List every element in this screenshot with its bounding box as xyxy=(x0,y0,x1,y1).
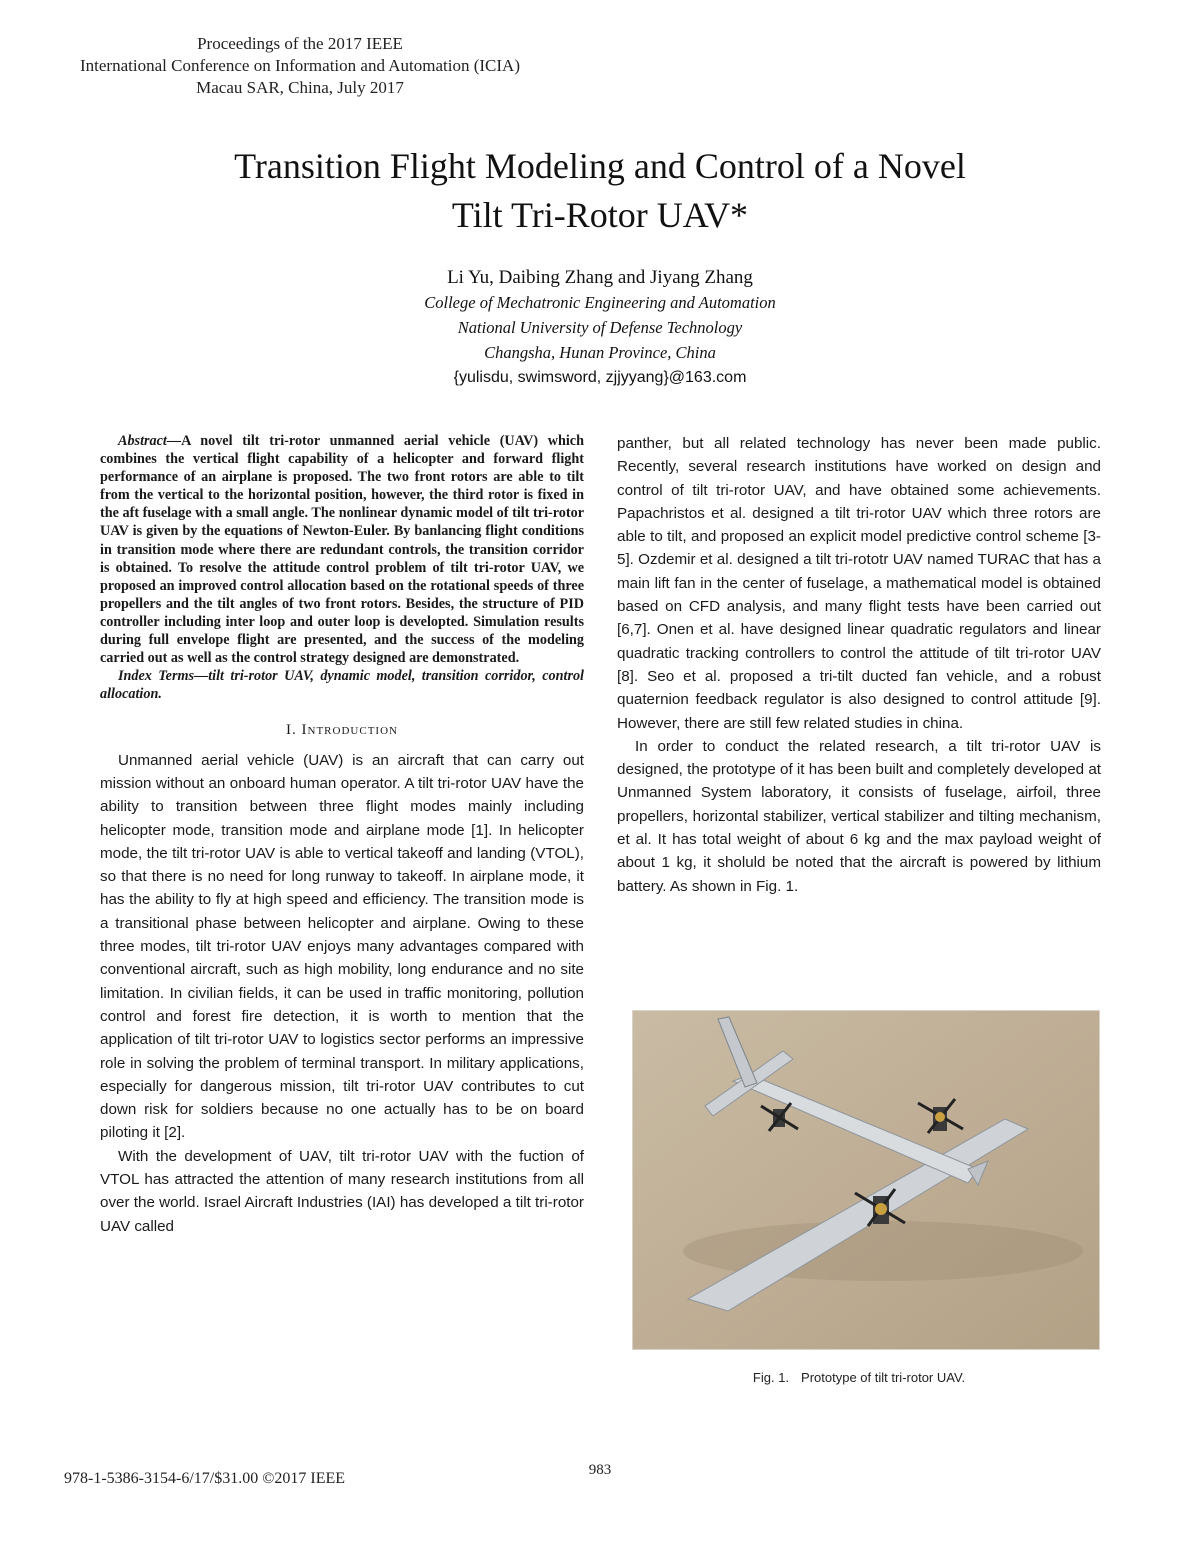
intro-paragraph-3: In order to conduct the related research, a tilt tri-rotor UAV is designed, the prototype of it has been built and completely developed at Unmanned System laboratory, it consists of fuselage, airfoil, three propellers, horizontal stabilizer, vertical stabilizer and tilting mechanism, et al. It has total weight of about 6 kg and the max payload weight of about 1 kg, it sholuld be noted that the aircraft is powered by lithium battery. As shown in Fig. 1. xyxy=(617,737,1101,895)
conference-line-3: Macau SAR, China, July 2017 xyxy=(196,78,404,97)
title-line-1: Transition Flight Modeling and Control of a Novel xyxy=(234,146,966,186)
conference-line-2: International Conference on Information and Automation (ICIA) xyxy=(80,56,520,75)
title-line-2: Tilt Tri-Rotor UAV* xyxy=(451,195,749,235)
page-number: 983 xyxy=(588,1462,612,1478)
intro-paragraph-2: With the development of UAV, tilt tri-rotor UAV with the fuction of VTOL has attracted the attention of many research institutions from all over the world. Israel Aircraft Industries (IAI) has developed a tilt tri-rotor UAV called xyxy=(100,1147,584,1235)
left-column xyxy=(100,432,584,1238)
author-block xyxy=(200,265,1000,390)
author-names: Li Yu, Daibing Zhang and Jiyang Zhang xyxy=(447,267,753,288)
figure-caption xyxy=(617,1370,1101,1385)
conference-header xyxy=(40,33,560,99)
index-terms-label: Index Terms— xyxy=(118,668,209,685)
footer-copyright: 978-1-5386-3154-6/17/$31.00 ©2017 IEEE xyxy=(64,1470,346,1487)
right-column xyxy=(617,432,1101,898)
affiliation-1: College of Mechatronic Engineering and Automation xyxy=(424,293,776,312)
paper-title xyxy=(100,142,1100,240)
intro-paragraph-1: Unmanned aerial vehicle (UAV) is an aircraft that can carry out mission without an onboard human operator. A tilt tri-rotor UAV have the ability to transition between three flight modes mainly including helicopter mode, transition mode and airplane mode [1]. In helicopter mode, the tilt tri-rotor UAV is able to vertical takeoff and landing (VTOL), so that there is no need for long runway to takeoff. In airplane mode, it has the ability to fly at high speed and efficiency. The transition mode is a transitional phase between helicopter and airplane. Owing to these three modes, tilt tri-rotor UAV enjoys many advantages compared with conventional aircraft, such as high mobility, long endurance and no site limitation. In civilian fields, it can be used in traffic monitoring, pollution control and forest fire detection, it is worth to mention that the application of tilt tri-rotor UAV to logistics sector performs an impressive role in solving the problem of terminal transport. In military applications, especially for dangerous mission, tilt tri-rotor UAV contributes to cut down risk for soldiers because no one actually has to be on board piloting it [2]. xyxy=(100,751,584,1142)
abstract-text: A novel tilt tri-rotor unmanned aerial vehicle (UAV) which combines the vertical flight capability of a helicopter and forward flight performance of an airplane is proposed. The two front rotors are able to tilt from the vertical to the horizontal position, however, the third rotor is fixed in the aft fuselage with a small angle. The nonlinear dynamic model of tilt tri-rotor UAV is given by the equations of Newton-Euler. By banlancing flight conditions in transition mode where there are redundant controls, the transition corridor is obtained. To resolve the attitude control problem of tilt tri-rotor UAV, we proposed an improved control allocation based on the rotational speeds of three propellers and the tilt angles of two front rotors. Besides, the structure of PID controller including inter loop and outer loop is developted. Simulation results during full envelope flight are presented, and the success of the modeling carried out as well as the control strategy designed are demonstrated. xyxy=(100,433,584,667)
affiliation-2: National University of Defense Technology xyxy=(457,318,743,337)
section-heading-introduction: I. Introduction xyxy=(286,722,398,739)
figure-label: Fig. 1. xyxy=(752,1370,790,1385)
abstract xyxy=(100,432,584,667)
intro-paragraph-2-continued: panther, but all related technology has never been made public. Recently, several research institutions have worked on design and control of tilt tri-rotor UAV, and have obtained some achievements. Papachristos et al. designed a tilt tri-rotor UAV which three rotors are able to tilt, and proposed an explicit model predictive control scheme [3-5]. Ozdemir et al. designed a tilt tri-rototr UAV named TURAC that has a main lift fan in the center of fuselage, a mathematical model is obtained based on CFD analysis, and many flight tests have been carried out [6,7]. Onen et al. have designed linear quadratic regulators and linear quadratic tracking controllers to control the attitude of tilt tri-rotor UAV [8]. Seo et al. proposed a tri-tilt ducted fan vehicle, and a robust quaternion feedback regulator is also designed to control attitude [9]. However, there are still few related studies in china. xyxy=(617,435,1101,732)
uav-photo-illustration xyxy=(633,1011,1099,1349)
index-terms-text: tilt tri-rotor UAV, dynamic model, transition corridor, control allocation. xyxy=(100,668,585,703)
index-terms xyxy=(100,667,584,703)
abstract-label: Abstract— xyxy=(118,433,182,449)
affiliation-3: Changsha, Hunan Province, China xyxy=(484,343,716,362)
conference-line-1: Proceedings of the 2017 IEEE xyxy=(197,34,403,53)
author-email: {yulisdu, swimsword, zjjyyang}@163.com xyxy=(453,369,747,386)
figure-uav-photo xyxy=(632,1010,1100,1350)
figure-caption-text: Prototype of tilt tri-rotor UAV. xyxy=(801,1370,966,1385)
